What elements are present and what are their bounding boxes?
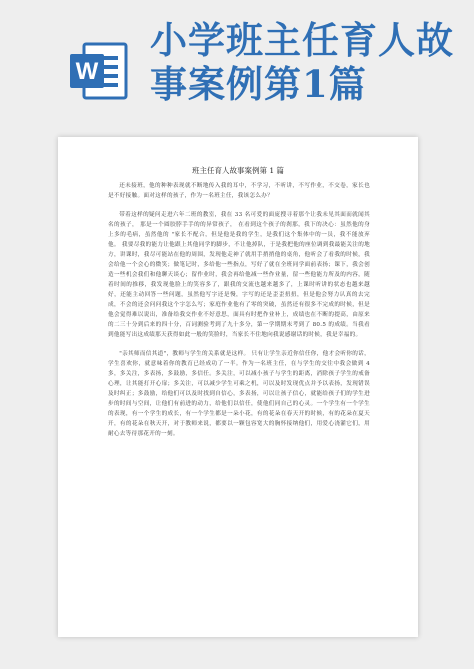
page-title [150,18,460,106]
banner [0,0,474,125]
paragraph: "亲其师而信其道"，教师与学生的关系就是这样。 只有让学生亲近你信任你，他才会听你的话，学生喜欢你，就意味着你的教育已经成功了一半。作为一名班主任，在与学生的交往中我会做到 4 多，多关注，多表扬，多鼓励，多信任。多关注，可以减小孩子与学生的距离，消除孩子学生的戒备心理，让其能打开心扉；多关注，可以减少学生可乘之机，可以及时发现优点并予以表扬，发现错误及时纠正；多鼓励，给他们可以及时找到自信心，多表扬，可以让孩子信心，就能给孩子们的学生进步的时间与空间，让他们有前进的动力，给他们以信任，使他们同自己的心灵。一个学生有一个学生的表现，有一个学生的成长，有一个学生都是一朵小花，有的花朵在春天开的时候，有的花朵在夏天开，有的花朵在秋天开，对于教师来说，都要以一颗包容宽大的胸怀接纳他们，用爱心浇灌它们，用耐心去等待那花开的一刻。 [108,351,370,437]
paragraph: 还未接班，他的种种表现就不断地传入我的耳中，不学习，不听讲，不写作业，不交卷，家长也是不好接触。面对这样的孩子，作为一名班主任，我该怎么办？ [108,183,370,199]
word-document-icon [68,40,130,102]
paragraph: 带着这样的疑问走进六年二班的教室，我在 33 名可爱的面庞搜寻着那个让我未见其面而就闻其名的孩子， 那是一个圆胶脖手手的的异常孩子， 在看到这个孩子的刹那，我下的决心：虽然他的身上多的毛病，虽然他的 "家长不配合，但是他是我的学生，是我们这个集体中的一员，我不能放弃他。 我要尽我的能力让他跟上其他同学的脚步，不让他掉队，于是我把他的座位调到我最能关注的地方，讲课时，我尽可能站在他的周围，发现他走神了就用手捎捎他的桌角，他听会了看我的时候，我会给他一个会心的微笑；做笔记时，多给他一些指点，写好了就在全班同学面前表扬；课下，我会创造一些机会我们和他聊天谈心；留作业时，我会再给他减一些作业量，留一些他能力所及的内容，随着时间的推移，我发现他脸上的笑容多了，跟我的交流也越来越多了，上课时听讲的状态也越来越好，还能主动回答一些问题，虽然他写字还是慢，字写的还是歪歪扭扭，但是他会努力认真的去完成，不会的还会问问我这个字怎么写；家庭作业他有了零的突破，虽然还有很多不完成的时候，但是他会觉得难以说出，准备给我交作业不好意思，面具有时把作业补上，成绩也在不断的提高，由原来的二三十分到后来的四十分，百词测验考到了九十多分，第一学期期末考到了 80.5 的成绩。当我看到他能写出这成绩那天获得如此一般的笑脸时，当家长不住地向我说感谢话的时候，我是幸福的。 [108,212,370,338]
document-heading: 班主任育人故事案例第 1 篇 [191,166,285,175]
title-line-2: 事案例第1篇 [150,62,367,106]
document-page [58,137,418,637]
word-icon-letter: W [75,58,99,85]
document-body [108,181,370,448]
title-line-1: 小学班主任育人故 [150,18,454,62]
